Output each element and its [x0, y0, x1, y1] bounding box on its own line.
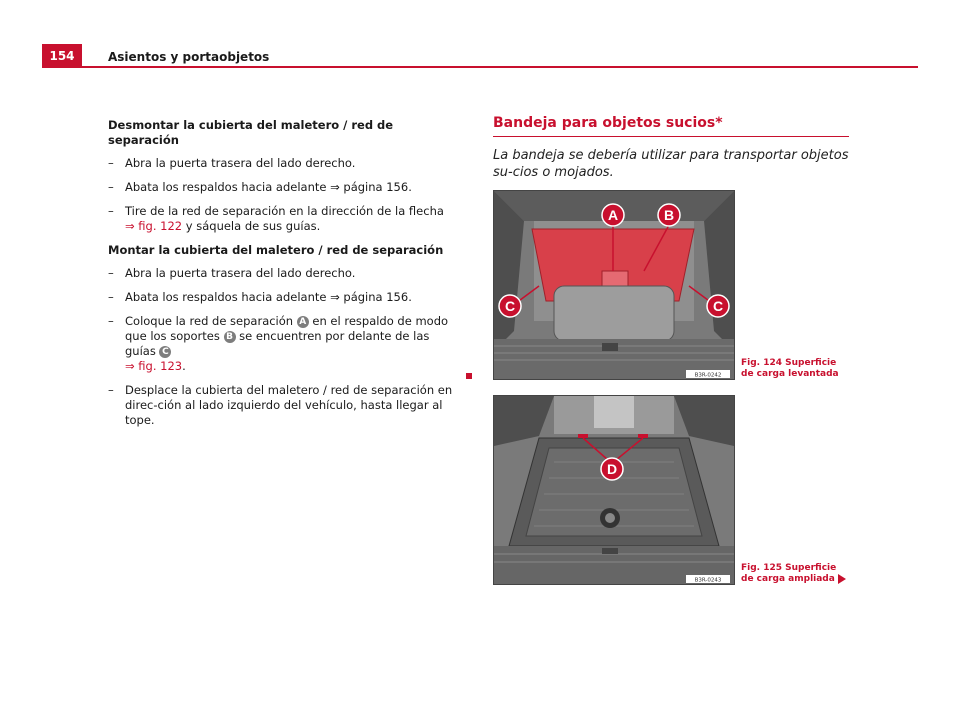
label-a-marker: A [297, 316, 309, 328]
section-heading-remove: Desmontar la cubierta del maletero / red de separación [108, 118, 394, 147]
caption-number: Fig. 124 [741, 358, 783, 368]
figure-124-caption [741, 358, 851, 380]
step-item [108, 180, 458, 195]
step-dash: – [108, 290, 114, 304]
remove-steps [108, 156, 458, 234]
continue-arrow-icon [838, 574, 846, 584]
callout-b: B [663, 207, 675, 223]
caption-text: Superficie de carga levantada [741, 358, 839, 379]
figure-125-caption [741, 563, 851, 585]
step-text: . [182, 359, 186, 373]
callout-c-right: C [712, 298, 724, 314]
label-b-marker: B [224, 331, 236, 343]
page-number: 154 [42, 44, 82, 68]
figure-link[interactable]: ⇒ fig. 123 [125, 359, 183, 373]
callout-c-left: C [504, 298, 516, 314]
intro-text: La bandeja se debería utilizar para transportar objetos su-cios o mojados. [493, 148, 849, 180]
step-text: Abra la puerta trasera del lado derecho. [125, 156, 356, 170]
step-text: Coloque la red de separación [125, 314, 297, 328]
figure-link[interactable]: ⇒ fig. 122 [125, 219, 183, 233]
label-c-marker: C [159, 346, 171, 358]
callout-d: D [606, 461, 618, 477]
step-text: Abra la puerta trasera del lado derecho. [125, 266, 356, 280]
section-heading-mount: Montar la cubierta del maletero / red de separación [108, 243, 444, 257]
step-item [108, 383, 458, 428]
right-column [493, 115, 849, 181]
header-rule [82, 66, 918, 68]
left-column [108, 118, 458, 437]
step-text: en el respaldo de modo que los soportes [125, 314, 449, 343]
step-text: Abata los respaldos hacia adelante ⇒ página 156. [125, 290, 412, 304]
step-dash: – [108, 314, 114, 328]
step-text: y sáquela de sus guías. [182, 219, 321, 233]
step-text: Abata los respaldos hacia adelante ⇒ página 156. [125, 180, 412, 194]
step-item [108, 204, 458, 234]
step-dash: – [108, 180, 114, 194]
caption-number: Fig. 125 [741, 563, 783, 573]
step-item [108, 156, 458, 171]
step-dash: – [108, 266, 114, 280]
step-item [108, 314, 458, 374]
page-header-title: Asientos y portaobjetos [108, 50, 270, 64]
step-dash: – [108, 204, 114, 218]
section-end-marker [466, 373, 472, 379]
figure-125-image [493, 395, 735, 585]
section-title: Bandeja para objetos sucios* [493, 115, 849, 137]
step-item [108, 290, 458, 305]
figure-code: B3R-0243 [694, 577, 722, 584]
callout-a: A [607, 207, 619, 223]
figure-124-image [493, 190, 735, 380]
step-dash: – [108, 383, 114, 397]
caption-text: Superficie de carga ampliada [741, 563, 837, 584]
step-text: se encuentren por delante de las guías [125, 329, 430, 358]
step-text: Desplace la cubierta del maletero / red de separación en direc-ción al lado izquierdo del vehículo, hasta llegar al tope. [125, 383, 453, 427]
step-dash: – [108, 156, 114, 170]
step-item [108, 266, 458, 281]
figure-code: B3R-0242 [694, 372, 722, 379]
mount-steps [108, 266, 458, 428]
step-text: Tire de la red de separación en la dirección de la flecha [125, 204, 444, 218]
